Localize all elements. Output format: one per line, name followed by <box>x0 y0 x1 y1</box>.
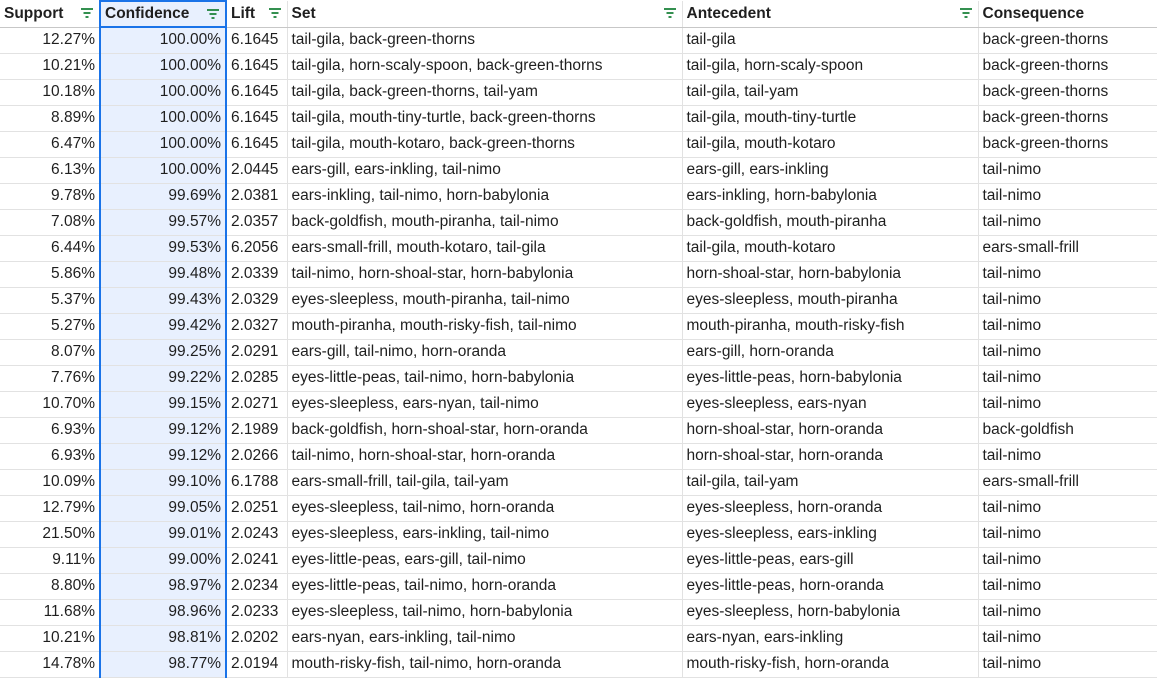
antecedent-cell[interactable]: tail-gila, mouth-kotaro <box>682 235 978 261</box>
filter-icon[interactable] <box>80 7 94 19</box>
consequence-cell[interactable]: tail-nimo <box>978 651 1157 677</box>
lift-cell[interactable]: 6.1645 <box>226 105 287 131</box>
support-cell[interactable]: 11.68% <box>0 599 100 625</box>
table-row <box>0 313 1157 339</box>
set-cell[interactable]: ears-gill, tail-nimo, horn-oranda <box>287 339 682 365</box>
lift-cell[interactable]: 2.0445 <box>226 157 287 183</box>
lift-cell[interactable]: 2.0329 <box>226 287 287 313</box>
lift-cell[interactable]: 6.1645 <box>226 131 287 157</box>
column-header-set[interactable] <box>287 1 682 27</box>
antecedent-cell[interactable]: eyes-sleepless, horn-babylonia <box>682 599 978 625</box>
set-cell[interactable]: ears-small-frill, mouth-kotaro, tail-gila <box>287 235 682 261</box>
confidence-cell[interactable]: 99.05% <box>100 495 226 521</box>
consequence-cell[interactable]: back-green-thorns <box>978 105 1157 131</box>
table-row <box>0 209 1157 235</box>
table-row <box>0 183 1157 209</box>
set-cell[interactable]: tail-nimo, horn-shoal-star, horn-babylonia <box>287 261 682 287</box>
set-cell[interactable]: ears-gill, ears-inkling, tail-nimo <box>287 157 682 183</box>
support-cell[interactable]: 10.70% <box>0 391 100 417</box>
lift-cell[interactable]: 2.0327 <box>226 313 287 339</box>
table-row <box>0 547 1157 573</box>
support-cell[interactable]: 5.27% <box>0 313 100 339</box>
set-cell[interactable]: eyes-sleepless, tail-nimo, horn-oranda <box>287 495 682 521</box>
antecedent-cell[interactable]: eyes-sleepless, ears-nyan <box>682 391 978 417</box>
antecedent-cell[interactable]: eyes-little-peas, ears-gill <box>682 547 978 573</box>
consequence-cell[interactable]: tail-nimo <box>978 339 1157 365</box>
lift-cell[interactable]: 2.0234 <box>226 573 287 599</box>
support-cell[interactable]: 10.18% <box>0 79 100 105</box>
consequence-cell[interactable]: tail-nimo <box>978 183 1157 209</box>
consequence-cell[interactable]: tail-nimo <box>978 521 1157 547</box>
column-header-lift[interactable] <box>226 1 287 27</box>
column-header-label: Set <box>291 4 316 22</box>
antecedent-cell[interactable]: eyes-sleepless, ears-inkling <box>682 521 978 547</box>
confidence-cell[interactable]: 99.57% <box>100 209 226 235</box>
table-row <box>0 417 1157 443</box>
column-header-confidence[interactable] <box>100 1 226 27</box>
filter-icon[interactable] <box>268 7 282 19</box>
lift-cell[interactable]: 2.0251 <box>226 495 287 521</box>
support-cell[interactable]: 9.78% <box>0 183 100 209</box>
table-row <box>0 391 1157 417</box>
antecedent-cell[interactable]: ears-gill, horn-oranda <box>682 339 978 365</box>
set-cell[interactable]: tail-nimo, horn-shoal-star, horn-oranda <box>287 443 682 469</box>
set-cell[interactable]: eyes-sleepless, ears-nyan, tail-nimo <box>287 391 682 417</box>
confidence-cell[interactable]: 100.00% <box>100 27 226 53</box>
confidence-cell[interactable]: 100.00% <box>100 79 226 105</box>
column-header-antecedent[interactable] <box>682 1 978 27</box>
consequence-cell[interactable]: back-green-thorns <box>978 131 1157 157</box>
table-row <box>0 495 1157 521</box>
confidence-cell[interactable]: 99.43% <box>100 287 226 313</box>
set-cell[interactable]: tail-gila, mouth-kotaro, back-green-thorns <box>287 131 682 157</box>
consequence-cell[interactable]: tail-nimo <box>978 365 1157 391</box>
set-cell[interactable]: tail-gila, horn-scaly-spoon, back-green-thorns <box>287 53 682 79</box>
column-header-consequence[interactable] <box>978 1 1157 27</box>
confidence-cell[interactable]: 98.96% <box>100 599 226 625</box>
antecedent-cell[interactable]: tail-gila, mouth-tiny-turtle <box>682 105 978 131</box>
support-cell[interactable]: 7.08% <box>0 209 100 235</box>
table-row <box>0 27 1157 53</box>
support-cell[interactable]: 6.13% <box>0 157 100 183</box>
set-cell[interactable]: mouth-piranha, mouth-risky-fish, tail-nimo <box>287 313 682 339</box>
consequence-cell[interactable]: back-green-thorns <box>978 53 1157 79</box>
support-cell[interactable]: 8.07% <box>0 339 100 365</box>
support-cell[interactable]: 14.78% <box>0 651 100 677</box>
confidence-cell[interactable]: 98.97% <box>100 573 226 599</box>
lift-cell[interactable]: 2.1989 <box>226 417 287 443</box>
confidence-cell[interactable]: 99.10% <box>100 469 226 495</box>
consequence-cell[interactable]: tail-nimo <box>978 261 1157 287</box>
table-row <box>0 79 1157 105</box>
table-row <box>0 261 1157 287</box>
consequence-cell[interactable]: tail-nimo <box>978 209 1157 235</box>
consequence-cell[interactable]: tail-nimo <box>978 391 1157 417</box>
table-row <box>0 131 1157 157</box>
antecedent-cell[interactable]: mouth-risky-fish, horn-oranda <box>682 651 978 677</box>
lift-cell[interactable]: 6.1645 <box>226 53 287 79</box>
antecedent-cell[interactable]: horn-shoal-star, horn-babylonia <box>682 261 978 287</box>
column-header-label: Support <box>4 4 64 22</box>
support-cell[interactable]: 6.93% <box>0 443 100 469</box>
lift-cell[interactable]: 2.0243 <box>226 521 287 547</box>
lift-cell[interactable]: 2.0291 <box>226 339 287 365</box>
set-cell[interactable]: tail-gila, mouth-tiny-turtle, back-green-thorns <box>287 105 682 131</box>
support-cell[interactable]: 6.44% <box>0 235 100 261</box>
lift-cell[interactable]: 2.0194 <box>226 651 287 677</box>
set-cell[interactable]: ears-nyan, ears-inkling, tail-nimo <box>287 625 682 651</box>
set-cell[interactable]: back-goldfish, horn-shoal-star, horn-oranda <box>287 417 682 443</box>
antecedent-cell[interactable]: tail-gila, mouth-kotaro <box>682 131 978 157</box>
table-row <box>0 365 1157 391</box>
consequence-cell[interactable]: ears-small-frill <box>978 469 1157 495</box>
column-header-support[interactable] <box>0 1 100 27</box>
table-row <box>0 339 1157 365</box>
filter-icon[interactable] <box>959 7 973 19</box>
table-row <box>0 599 1157 625</box>
confidence-cell[interactable]: 99.69% <box>100 183 226 209</box>
set-cell[interactable]: eyes-little-peas, ears-gill, tail-nimo <box>287 547 682 573</box>
lift-cell[interactable]: 2.0381 <box>226 183 287 209</box>
consequence-cell[interactable]: tail-nimo <box>978 599 1157 625</box>
support-cell[interactable]: 5.86% <box>0 261 100 287</box>
table-row <box>0 287 1157 313</box>
confidence-cell[interactable]: 99.00% <box>100 547 226 573</box>
support-cell[interactable]: 21.50% <box>0 521 100 547</box>
consequence-cell[interactable]: back-goldfish <box>978 417 1157 443</box>
confidence-cell[interactable]: 98.81% <box>100 625 226 651</box>
header-row <box>0 1 1157 27</box>
table-row <box>0 105 1157 131</box>
lift-cell[interactable]: 2.0202 <box>226 625 287 651</box>
lift-cell[interactable]: 6.1788 <box>226 469 287 495</box>
antecedent-cell[interactable]: tail-gila <box>682 27 978 53</box>
confidence-cell[interactable]: 98.77% <box>100 651 226 677</box>
consequence-cell[interactable]: back-green-thorns <box>978 27 1157 53</box>
confidence-cell[interactable]: 99.48% <box>100 261 226 287</box>
table-row <box>0 573 1157 599</box>
support-cell[interactable]: 12.79% <box>0 495 100 521</box>
lift-cell[interactable]: 6.1645 <box>226 27 287 53</box>
support-cell[interactable]: 6.93% <box>0 417 100 443</box>
support-cell[interactable]: 10.21% <box>0 53 100 79</box>
consequence-cell[interactable]: tail-nimo <box>978 287 1157 313</box>
antecedent-cell[interactable]: ears-gill, ears-inkling <box>682 157 978 183</box>
confidence-cell[interactable]: 100.00% <box>100 105 226 131</box>
support-cell[interactable]: 7.76% <box>0 365 100 391</box>
support-cell[interactable]: 6.47% <box>0 131 100 157</box>
support-cell[interactable]: 10.21% <box>0 625 100 651</box>
filter-icon[interactable] <box>206 8 220 20</box>
set-cell[interactable]: eyes-sleepless, tail-nimo, horn-babylonia <box>287 599 682 625</box>
lift-cell[interactable]: 6.1645 <box>226 79 287 105</box>
column-header-label: Consequence <box>982 4 1085 22</box>
consequence-cell[interactable]: tail-nimo <box>978 157 1157 183</box>
lift-cell[interactable]: 2.0339 <box>226 261 287 287</box>
antecedent-cell[interactable]: eyes-sleepless, horn-oranda <box>682 495 978 521</box>
support-cell[interactable]: 12.27% <box>0 27 100 53</box>
antecedent-cell[interactable]: tail-gila, tail-yam <box>682 79 978 105</box>
column-header-label: Confidence <box>105 5 190 22</box>
consequence-cell[interactable]: ears-small-frill <box>978 235 1157 261</box>
lift-cell[interactable]: 2.0271 <box>226 391 287 417</box>
confidence-cell[interactable]: 99.15% <box>100 391 226 417</box>
consequence-cell[interactable]: tail-nimo <box>978 573 1157 599</box>
set-cell[interactable]: eyes-little-peas, tail-nimo, horn-oranda <box>287 573 682 599</box>
support-cell[interactable]: 5.37% <box>0 287 100 313</box>
antecedent-cell[interactable]: ears-nyan, ears-inkling <box>682 625 978 651</box>
lift-cell[interactable]: 2.0266 <box>226 443 287 469</box>
support-cell[interactable]: 9.11% <box>0 547 100 573</box>
lift-cell[interactable]: 6.2056 <box>226 235 287 261</box>
consequence-cell[interactable]: tail-nimo <box>978 547 1157 573</box>
set-cell[interactable]: eyes-sleepless, ears-inkling, tail-nimo <box>287 521 682 547</box>
table-row <box>0 651 1157 677</box>
set-cell[interactable]: tail-gila, back-green-thorns <box>287 27 682 53</box>
table-row <box>0 521 1157 547</box>
confidence-cell[interactable]: 99.01% <box>100 521 226 547</box>
set-cell[interactable]: tail-gila, back-green-thorns, tail-yam <box>287 79 682 105</box>
confidence-cell[interactable]: 99.25% <box>100 339 226 365</box>
set-cell[interactable]: back-goldfish, mouth-piranha, tail-nimo <box>287 209 682 235</box>
table-row <box>0 235 1157 261</box>
support-cell[interactable]: 8.80% <box>0 573 100 599</box>
table-row <box>0 53 1157 79</box>
antecedent-cell[interactable]: horn-shoal-star, horn-oranda <box>682 417 978 443</box>
set-cell[interactable]: ears-small-frill, tail-gila, tail-yam <box>287 469 682 495</box>
confidence-cell[interactable]: 99.12% <box>100 443 226 469</box>
lift-cell[interactable]: 2.0285 <box>226 365 287 391</box>
set-cell[interactable]: mouth-risky-fish, tail-nimo, horn-oranda <box>287 651 682 677</box>
column-header-label: Antecedent <box>686 4 771 22</box>
filter-icon[interactable] <box>663 7 677 19</box>
antecedent-cell[interactable]: eyes-little-peas, horn-babylonia <box>682 365 978 391</box>
lift-cell[interactable]: 2.0233 <box>226 599 287 625</box>
consequence-cell[interactable]: tail-nimo <box>978 625 1157 651</box>
column-header-label: Lift <box>231 4 256 22</box>
antecedent-cell[interactable]: back-goldfish, mouth-piranha <box>682 209 978 235</box>
confidence-cell[interactable]: 100.00% <box>100 157 226 183</box>
set-cell[interactable]: ears-inkling, tail-nimo, horn-babylonia <box>287 183 682 209</box>
consequence-cell[interactable]: tail-nimo <box>978 495 1157 521</box>
set-cell[interactable]: eyes-sleepless, mouth-piranha, tail-nimo <box>287 287 682 313</box>
confidence-cell[interactable]: 99.42% <box>100 313 226 339</box>
lift-cell[interactable]: 2.0241 <box>226 547 287 573</box>
confidence-cell[interactable]: 100.00% <box>100 53 226 79</box>
table-row <box>0 443 1157 469</box>
table-row <box>0 625 1157 651</box>
lift-cell[interactable]: 2.0357 <box>226 209 287 235</box>
antecedent-cell[interactable]: horn-shoal-star, horn-oranda <box>682 443 978 469</box>
consequence-cell[interactable]: tail-nimo <box>978 313 1157 339</box>
confidence-cell[interactable]: 100.00% <box>100 131 226 157</box>
support-cell[interactable]: 10.09% <box>0 469 100 495</box>
table-row <box>0 469 1157 495</box>
antecedent-cell[interactable]: ears-inkling, horn-babylonia <box>682 183 978 209</box>
antecedent-cell[interactable]: eyes-little-peas, horn-oranda <box>682 573 978 599</box>
confidence-cell[interactable]: 99.53% <box>100 235 226 261</box>
antecedent-cell[interactable]: tail-gila, horn-scaly-spoon <box>682 53 978 79</box>
table-row <box>0 157 1157 183</box>
consequence-cell[interactable]: back-green-thorns <box>978 79 1157 105</box>
support-cell[interactable]: 8.89% <box>0 105 100 131</box>
antecedent-cell[interactable]: eyes-sleepless, mouth-piranha <box>682 287 978 313</box>
confidence-cell[interactable]: 99.22% <box>100 365 226 391</box>
set-cell[interactable]: eyes-little-peas, tail-nimo, horn-babylonia <box>287 365 682 391</box>
antecedent-cell[interactable]: mouth-piranha, mouth-risky-fish <box>682 313 978 339</box>
consequence-cell[interactable]: tail-nimo <box>978 443 1157 469</box>
confidence-cell[interactable]: 99.12% <box>100 417 226 443</box>
antecedent-cell[interactable]: tail-gila, tail-yam <box>682 469 978 495</box>
